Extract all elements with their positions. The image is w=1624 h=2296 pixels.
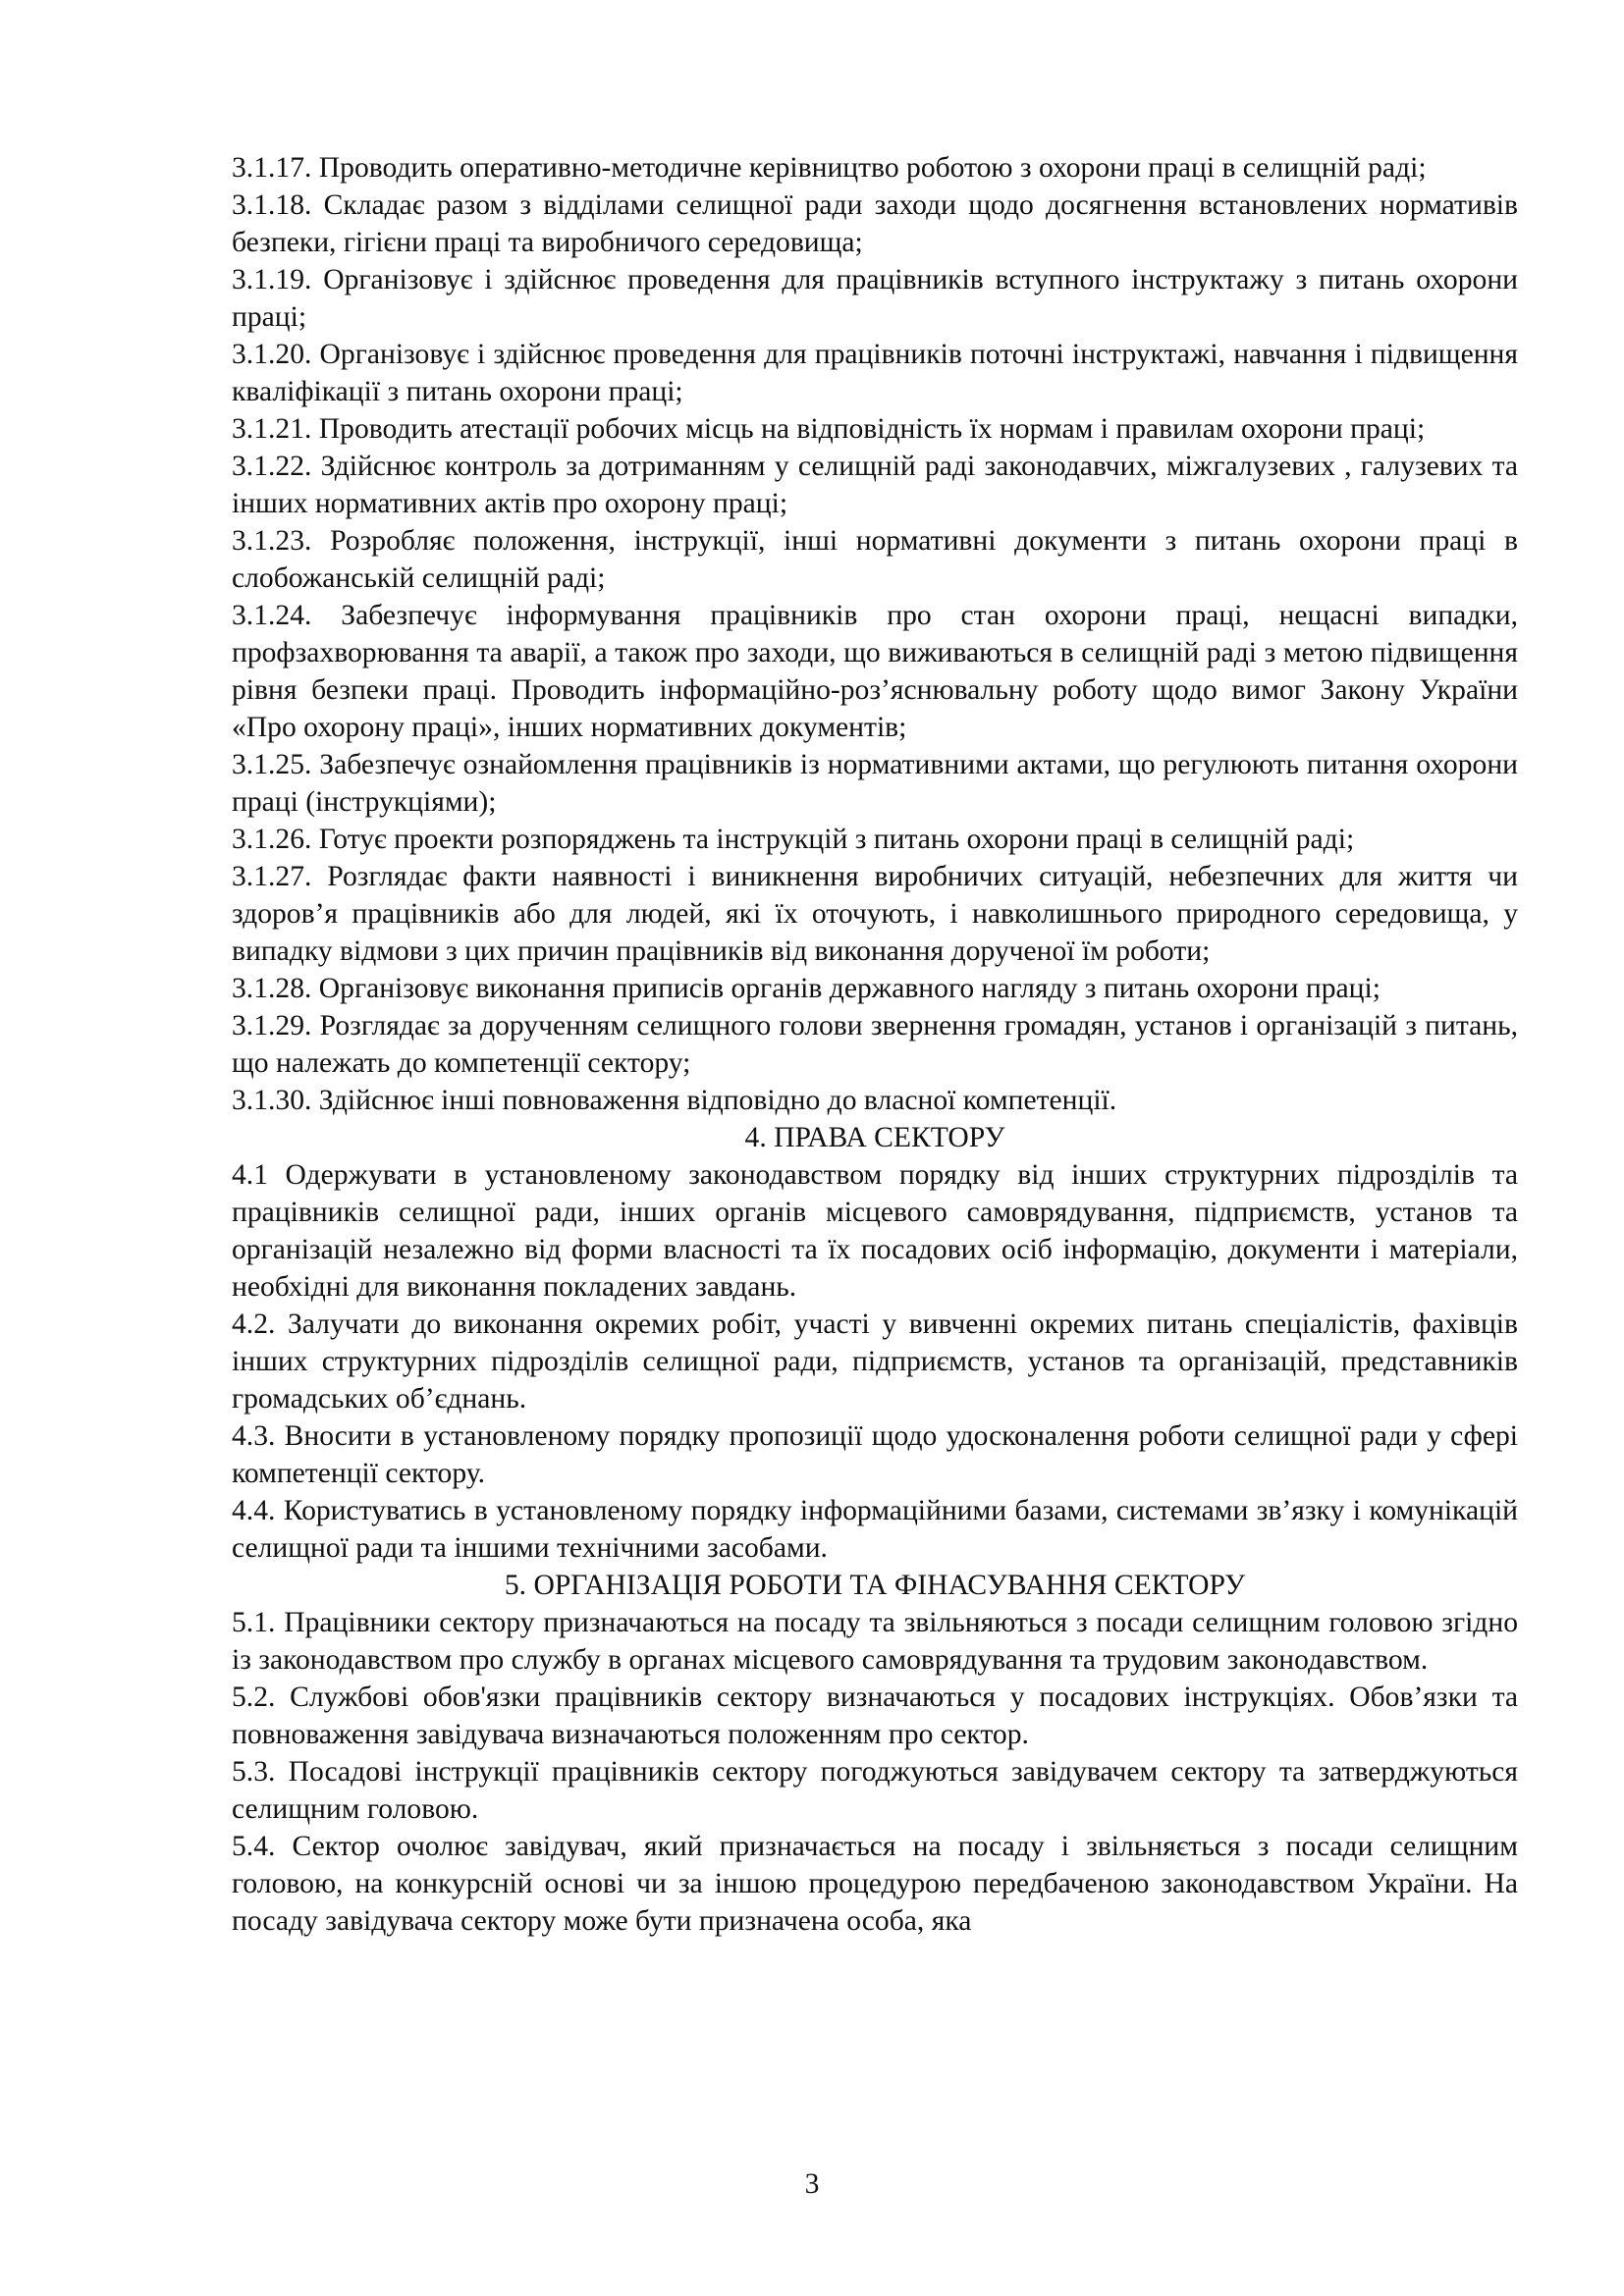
paragraph-3-1-27: 3.1.27. Розглядає факти наявності і виникнення виробничих ситуацій, небезпечних для життя чи здоров’я працівників або для людей, які їх оточують, і навколишнього природного середовища, у випадку відмови з цих причин працівників від виконання дорученої їм роботи;: [232, 861, 1518, 967]
paragraph-5-3: 5.3. Посадові інструкції працівників сектору погоджуються завідувачем сектору та затверджуються селищним головою.: [232, 1756, 1518, 1825]
paragraph-3-1-21: 3.1.21. Проводить атестації робочих місць на відповідність їх нормам і правилам охорони праці;: [232, 413, 1426, 445]
paragraph-3-1-29: 3.1.29. Розглядає за дорученням селищного голови звернення громадян, установ і організацій з питань, що належать до компетенції сектору;: [232, 1010, 1518, 1079]
paragraph-4-1: 4.1 Одержувати в установленому законодавством порядку від інших структурних підрозділів та працівників селищної ради, інших органів місцевого самоврядування, підприємств, установ та організацій незалежно від форми власності та їх посадових осіб інформацію, документи і матеріали, необхідні для виконання покладених завдань.: [232, 1159, 1518, 1303]
paragraph-5-2: 5.2. Службові обов'язки працівників сектору визначаються у посадових інструкціях. Обов’язки та повноваження завідувача визначаються положенням про сектор.: [232, 1682, 1518, 1750]
paragraph-3-1-28: 3.1.28. Організовує виконання приписів органів державного нагляду з питань охорони праці;: [232, 973, 1380, 1004]
paragraph-3-1-30: 3.1.30. Здійснює інші повноваження відповідно до власної компетенції.: [232, 1085, 1117, 1116]
document-page: [232, 149, 1518, 1940]
paragraph-3-1-18: 3.1.18. Складає разом з відділами селищної ради заходи щодо досягнення встановлених нормативів безпеки, гігієни праці та виробничого середовища;: [232, 189, 1518, 258]
section-5-heading: 5. ОРГАНІЗАЦІЯ РОБОТИ ТА ФІНАСУВАННЯ СЕКТОРУ: [504, 1570, 1246, 1601]
paragraph-3-1-19: 3.1.19. Організовує і здійснює проведення для працівників вступного інструктажу з питань охорони праці;: [232, 264, 1518, 333]
page-number: 3: [804, 2168, 820, 2200]
paragraph-5-1: 5.1. Працівники сектору призначаються на посаду та звільняються з посади селищним головою згідно із законодавством про службу в органах місцевого самоврядування та трудовим законодавством.: [232, 1607, 1518, 1676]
paragraph-5-4: 5.4. Сектор очолює завідувач, який призначається на посаду і звільняється з посади селищним головою, на конкурсній основі чи за іншою процедурою передбаченою законодавством України. На посаду завідувача сектору може бути призначена особа, яка: [232, 1831, 1518, 1937]
paragraph-3-1-24: 3.1.24. Забезпечує інформування працівників про стан охорони праці, нещасні випадки, профзахворювання та аварії, а також про заходи, що виживаються в селищній раді з метою підвищення рівня безпеки праці. Проводить інформаційно-роз’яснювальну роботу щодо вимог Закону України «Про охорону праці», інших нормативних документів;: [232, 600, 1518, 743]
paragraph-3-1-22: 3.1.22. Здійснює контроль за дотриманням у селищній раді законодавчих, міжгалузевих , галузевих та інших нормативних актів про охорону праці;: [232, 451, 1518, 519]
paragraph-4-2: 4.2. Залучати до виконання окремих робіт, участі у вивченні окремих питань спеціалістів, фахівців інших структурних підрозділів селищної ради, підприємств, установ та організацій, представників громадських об’єднань.: [232, 1308, 1518, 1415]
paragraph-3-1-26: 3.1.26. Готує проекти розпоряджень та інструкцій з питань охорони праці в селищній раді;: [232, 824, 1355, 855]
paragraph-3-1-25: 3.1.25. Забезпечує ознайомлення працівників із нормативними актами, що регулюють питання охорони праці (інструкціями);: [232, 749, 1518, 818]
paragraph-3-1-17: 3.1.17. Проводить оперативно-методичне керівництво роботою з охорони праці в селищній раді;: [232, 152, 1427, 184]
paragraph-3-1-20: 3.1.20. Організовує і здійснює проведення для працівників поточні інструктажі, навчання і підвищення кваліфікації з питань охорони праці;: [232, 339, 1518, 407]
section-4-heading: 4. ПРАВА СЕКТОРУ: [744, 1122, 1005, 1153]
paragraph-4-4: 4.4. Користуватись в установленому порядку інформаційними базами, системами зв’язку і комунікацій селищної ради та іншими технічними засобами.: [232, 1495, 1518, 1564]
paragraph-3-1-23: 3.1.23. Розробляє положення, інструкції, інші нормативні документи з питань охорони праці в слобожанській селищній раді;: [232, 525, 1518, 594]
paragraph-4-3: 4.3. Вносити в установленому порядку пропозиції щодо удосконалення роботи селищної ради у сфері компетенції сектору.: [232, 1420, 1518, 1489]
